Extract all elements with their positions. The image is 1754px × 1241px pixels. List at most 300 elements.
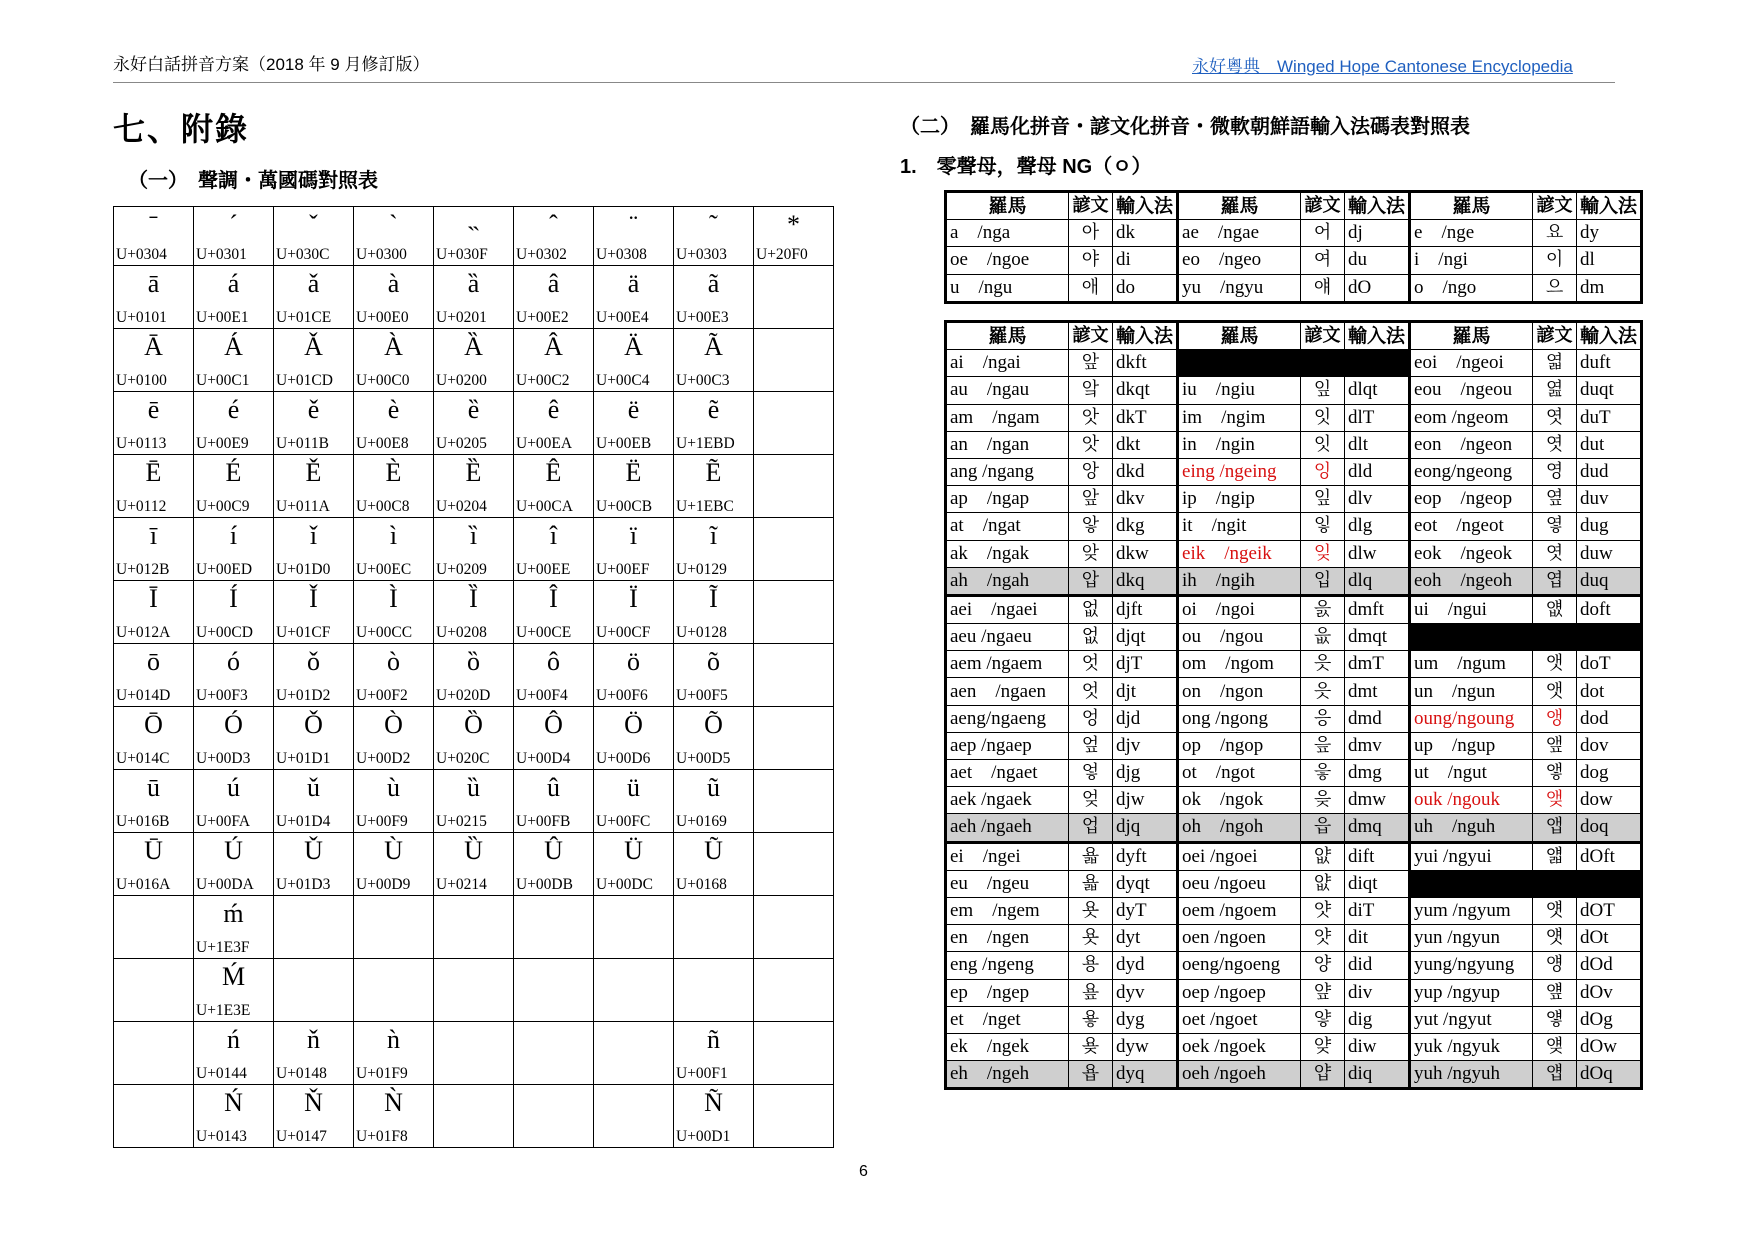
hangul-cell: 으 [1533, 274, 1577, 302]
tone-glyph: ň [307, 1025, 320, 1054]
tone-cell [114, 959, 194, 1022]
unicode-code: U+00D1 [676, 1128, 731, 1145]
section-heading-romanization: （二） 羅馬化拼音・諺文化拼音・微軟朝鮮語輸入法碼表對照表 [900, 116, 1470, 138]
hangul-cell: 욥 [1069, 1061, 1113, 1089]
table-header-row [946, 192, 1642, 220]
unicode-code: U+012A [116, 624, 171, 641]
hangul-cell: 앳 [1533, 651, 1577, 678]
romanization-cell: yui /ngyui [1410, 842, 1533, 870]
unicode-code: U+00E3 [676, 309, 729, 326]
input-code-cell: dot [1577, 678, 1642, 705]
unicode-code: U+0100 [116, 372, 167, 389]
tone-cell [274, 1022, 354, 1085]
input-code-cell: duft [1577, 350, 1642, 377]
tone-glyph: Ǐ [309, 584, 318, 613]
unicode-code: U+0128 [676, 624, 727, 641]
romanization-cell: aek /ngaek [946, 787, 1069, 814]
table-row [946, 1061, 1642, 1089]
hangul-cell: 양 [1301, 952, 1345, 979]
romanization-cell: ut /ngut [1410, 760, 1533, 787]
unicode-code: U+00C8 [356, 498, 410, 515]
unicode-code: U+01CE [276, 309, 332, 326]
tone-cell [514, 581, 594, 644]
tone-glyph: Ī [149, 584, 158, 613]
hangul-cell: 얩 [1533, 1061, 1577, 1089]
tone-cell [754, 329, 834, 392]
hangul-cell: 엏 [1069, 760, 1113, 787]
hangul-cell: 얪 [1533, 595, 1577, 623]
tone-cell [354, 455, 434, 518]
tone-glyph: à [387, 269, 400, 298]
romanization-cell: ip /ngip [1178, 486, 1301, 513]
table-row [946, 651, 1642, 678]
table-row [946, 377, 1642, 404]
romanization-cell: aei /ngaei [946, 595, 1069, 623]
hangul-cell: 읒 [1301, 787, 1345, 814]
hangul-cell: 어 [1301, 220, 1345, 247]
romanization-cell: ui /ngui [1410, 595, 1533, 623]
tone-glyph: ǔ [307, 773, 320, 802]
tone-cell [194, 1085, 274, 1148]
input-code-cell: dOg [1577, 1006, 1642, 1033]
tone-glyph: Í [229, 584, 238, 613]
tone-cell [274, 581, 354, 644]
tone-cell [434, 1085, 514, 1148]
tone-cell [194, 581, 274, 644]
tone-cell [674, 833, 754, 896]
tone-cell [274, 770, 354, 833]
tone-cell [114, 207, 194, 266]
input-code-cell: dOft [1577, 842, 1642, 870]
input-code-cell: dy [1577, 220, 1642, 247]
tone-cell [194, 707, 274, 770]
column-header: 輸入法 [1577, 322, 1642, 350]
hangul-cell: 욮 [1069, 979, 1113, 1006]
romanization-table-simple [944, 190, 1643, 304]
input-code-cell: diw [1345, 1033, 1410, 1060]
blank-cell [1410, 624, 1642, 651]
column-header: 諺文 [1069, 322, 1113, 350]
table-row [946, 247, 1642, 274]
input-code-cell: dkg [1113, 513, 1178, 540]
input-code-cell: djT [1113, 651, 1178, 678]
blank-cell [1178, 350, 1410, 377]
romanization-cell: yuk /ngyuk [1410, 1033, 1533, 1060]
unicode-code: U+0302 [516, 246, 567, 263]
tone-cell [434, 1022, 514, 1085]
tone-unicode-table [113, 206, 834, 1148]
tone-row [114, 959, 834, 1022]
input-code-cell: dkt [1113, 431, 1178, 458]
tone-cell [514, 207, 594, 266]
tone-row [114, 392, 834, 455]
subsection-heading-ng: 1. 零聲母，聲母 NG（ㅇ） [900, 156, 1152, 178]
tone-cell [434, 518, 514, 581]
input-code-cell: duw [1577, 540, 1642, 567]
hangul-cell: 얮 [1533, 1033, 1577, 1060]
tone-glyph: ǎ [307, 269, 320, 298]
romanization-cell: om /ngom [1178, 651, 1301, 678]
unicode-code: U+0308 [596, 246, 647, 263]
tone-cell [274, 1085, 354, 1148]
hangul-cell: 요 [1533, 220, 1577, 247]
unicode-code: U+00CF [596, 624, 651, 641]
unicode-code: U+020D [436, 687, 491, 704]
tone-cell [354, 581, 434, 644]
tone-cell [754, 207, 834, 266]
romanization-cell: aeu /ngaeu [946, 624, 1069, 651]
hangul-cell: 얭 [1533, 952, 1577, 979]
romanization-cell: yum /ngyum [1410, 897, 1533, 924]
romanization-cell: eop /ngeop [1410, 486, 1533, 513]
hangul-cell: 여 [1301, 247, 1345, 274]
tone-cell [674, 207, 754, 266]
tone-cell [274, 455, 354, 518]
romanization-cell: up /ngup [1410, 732, 1533, 759]
tone-glyph: ü [627, 773, 640, 802]
column-header: 諺文 [1533, 322, 1577, 350]
romanization-cell: aet /ngaet [946, 760, 1069, 787]
hangul-cell: 엺 [1533, 377, 1577, 404]
tone-cell [194, 1022, 274, 1085]
tone-cell [194, 959, 274, 1022]
tone-cell [514, 707, 594, 770]
romanization-cell: ei /ngei [946, 842, 1069, 870]
input-code-cell: dut [1577, 431, 1642, 458]
tone-glyph: õ [707, 647, 720, 676]
romanization-cell: eon /ngeon [1410, 431, 1533, 458]
tone-cell [194, 770, 274, 833]
tone-glyph: é [227, 395, 240, 424]
tone-glyph: ī [149, 521, 158, 550]
tone-glyph: Ô [544, 710, 563, 739]
tone-cell [514, 644, 594, 707]
tone-glyph: Õ [704, 710, 723, 739]
tone-cell [594, 959, 674, 1022]
table-row [946, 458, 1642, 485]
header-rule [113, 82, 1615, 83]
romanization-cell: oung/ngoung [1410, 705, 1533, 732]
tone-cell [514, 455, 594, 518]
input-code-cell: dlg [1345, 513, 1410, 540]
tone-glyph: ë [627, 395, 640, 424]
unicode-code: U+016A [116, 876, 171, 893]
tone-cell [514, 833, 594, 896]
tone-glyph: ˊ [229, 210, 238, 239]
romanization-cell: oeng/ngoeng [1178, 952, 1301, 979]
tone-cell [354, 392, 434, 455]
input-code-cell: dyqt [1113, 870, 1178, 897]
input-code-cell: djqt [1113, 624, 1178, 651]
input-code-cell: div [1345, 979, 1410, 1006]
tone-cell [754, 581, 834, 644]
tone-glyph: ˇ [309, 210, 318, 239]
unicode-code: U+0301 [196, 246, 247, 263]
tone-cell [114, 1085, 194, 1148]
unicode-code: U+00FA [196, 813, 251, 830]
input-code-cell: djq [1113, 814, 1178, 842]
unicode-code: U+00ED [196, 561, 253, 578]
unicode-code: U+0214 [436, 876, 487, 893]
hangul-cell: 애 [1069, 274, 1113, 302]
tone-cell [594, 644, 674, 707]
tone-cell [194, 518, 274, 581]
hangul-cell: 얎 [1301, 842, 1345, 870]
input-code-cell: djw [1113, 787, 1178, 814]
tone-cell [514, 266, 594, 329]
input-code-cell: dyft [1113, 842, 1178, 870]
tone-cell [674, 581, 754, 644]
table-row [946, 925, 1642, 952]
tone-cell [114, 896, 194, 959]
hangul-cell: 욟 [1069, 870, 1113, 897]
tone-glyph: Ȅ [465, 458, 482, 487]
unicode-code: U+011B [276, 435, 329, 452]
table-row [946, 404, 1642, 431]
tone-cell [434, 392, 514, 455]
input-code-cell: dj [1345, 220, 1410, 247]
input-code-cell: djd [1113, 705, 1178, 732]
romanization-table-finals [944, 320, 1643, 1090]
tone-cell [754, 1085, 834, 1148]
unicode-code: U+00E2 [516, 309, 569, 326]
column-header: 輸入法 [1577, 192, 1642, 220]
romanization-cell: i /ngi [1410, 247, 1533, 274]
romanization-cell: yup /ngyup [1410, 979, 1533, 1006]
romanization-cell: o /ngo [1410, 274, 1533, 302]
tone-cell [114, 266, 194, 329]
unicode-code: U+00C2 [516, 372, 570, 389]
input-code-cell: dyq [1113, 1061, 1178, 1089]
tone-cell [194, 329, 274, 392]
romanization-cell: ong /ngong [1178, 705, 1301, 732]
unicode-code: U+00CA [516, 498, 573, 515]
appendix-title: 七、附錄 [113, 111, 250, 147]
tone-glyph: è [387, 395, 400, 424]
unicode-code: U+00D9 [356, 876, 411, 893]
hangul-cell: 얫 [1533, 897, 1577, 924]
unicode-code: U+1EBC [676, 498, 734, 515]
hangul-cell: 영 [1533, 458, 1577, 485]
tone-cell [274, 644, 354, 707]
tone-glyph: Ï [629, 584, 638, 613]
unicode-code: U+01D1 [276, 750, 331, 767]
input-code-cell: dug [1577, 513, 1642, 540]
hangul-cell: 얗 [1301, 1006, 1345, 1033]
tone-cell [194, 392, 274, 455]
hangul-cell: 엇 [1069, 651, 1113, 678]
tone-glyph: Ń [224, 1088, 243, 1117]
romanization-cell: yun /ngyun [1410, 925, 1533, 952]
tone-cell [754, 518, 834, 581]
hangul-cell: 얖 [1301, 979, 1345, 1006]
hangul-cell: 잎 [1301, 377, 1345, 404]
hangul-cell: 앙 [1069, 458, 1113, 485]
hangul-cell: 읈 [1301, 595, 1345, 623]
romanization-cell: au /ngau [946, 377, 1069, 404]
tone-cell [114, 329, 194, 392]
romanization-cell: u /ngu [946, 274, 1069, 302]
tone-glyph: Ĩ [709, 584, 718, 613]
hangul-cell: 엇 [1069, 678, 1113, 705]
tone-cell [114, 644, 194, 707]
tone-row [114, 1022, 834, 1085]
tone-cell [274, 707, 354, 770]
romanization-cell: aeng/ngaeng [946, 705, 1069, 732]
tone-cell [594, 266, 674, 329]
unicode-code: U+0143 [196, 1128, 247, 1145]
tone-cell [674, 707, 754, 770]
tone-cell [674, 455, 754, 518]
tone-glyph: Ȕ [464, 836, 483, 865]
romanization-cell: oeu /ngoeu [1178, 870, 1301, 897]
unicode-code: U+0129 [676, 561, 727, 578]
hangul-cell: 얒 [1301, 1033, 1345, 1060]
tone-glyph: Ȍ [464, 710, 483, 739]
tone-glyph: Ǔ [304, 836, 323, 865]
input-code-cell: dlt [1345, 431, 1410, 458]
tone-glyph: Ê [545, 458, 562, 487]
tone-cell [434, 833, 514, 896]
unicode-code: U+0205 [436, 435, 487, 452]
unicode-code: U+0200 [436, 372, 487, 389]
input-code-cell: djv [1113, 732, 1178, 759]
tone-glyph: ï [629, 521, 638, 550]
hangul-cell: 없 [1069, 595, 1113, 623]
tone-cell [354, 1085, 434, 1148]
unicode-code: U+00DB [516, 876, 573, 893]
input-code-cell: duqt [1577, 377, 1642, 404]
header-site-link[interactable]: 永好粵典 Winged Hope Cantonese Encyclopedia [1192, 57, 1573, 76]
input-code-cell: dmg [1345, 760, 1410, 787]
romanization-cell: ih /ngih [1178, 567, 1301, 595]
input-code-cell: dow [1577, 787, 1642, 814]
input-code-cell: dyw [1113, 1033, 1178, 1060]
tone-glyph: û [547, 773, 560, 802]
unicode-code: U+0303 [676, 246, 727, 263]
unicode-code: U+00F1 [676, 1065, 728, 1082]
tone-cell [194, 833, 274, 896]
hangul-cell: 얍 [1301, 1061, 1345, 1089]
table-row [946, 1033, 1642, 1060]
input-code-cell: dmft [1345, 595, 1410, 623]
tone-glyph: ¨ [629, 210, 638, 239]
unicode-code: U+012B [116, 561, 170, 578]
hangul-cell: 앜 [1069, 377, 1113, 404]
input-code-cell: do [1113, 274, 1178, 302]
tone-cell [434, 959, 514, 1022]
unicode-code: U+00CC [356, 624, 413, 641]
input-code-cell: dov [1577, 732, 1642, 759]
input-code-cell: dm [1577, 274, 1642, 302]
tone-cell [514, 770, 594, 833]
hangul-cell: 잏 [1301, 513, 1345, 540]
tone-glyph: ù [387, 773, 400, 802]
header-title: 永好白話拼音方案（2018 年 9 月修訂版） [113, 55, 430, 74]
tone-cell [594, 518, 674, 581]
unicode-code: U+01D2 [276, 687, 331, 704]
table-row [946, 274, 1642, 302]
hangul-cell: 엿 [1533, 431, 1577, 458]
tone-glyph: Î [549, 584, 558, 613]
unicode-code: U+0204 [436, 498, 487, 515]
tone-glyph: ũ [707, 773, 720, 802]
unicode-code: U+011A [276, 498, 330, 515]
hangul-cell: 읏 [1301, 651, 1345, 678]
tone-glyph: ḿ [223, 899, 244, 928]
hangul-cell: 옇 [1533, 513, 1577, 540]
input-code-cell: dmq [1345, 814, 1410, 842]
input-code-cell: dog [1577, 760, 1642, 787]
tone-cell [754, 896, 834, 959]
tone-cell [274, 207, 354, 266]
input-code-cell: doq [1577, 814, 1642, 842]
unicode-code: U+0144 [196, 1065, 247, 1082]
unicode-code: U+030C [276, 246, 330, 263]
romanization-cell: e /nge [1410, 220, 1533, 247]
hangul-cell: 옆 [1533, 486, 1577, 513]
hangul-cell: 얲 [1533, 979, 1577, 1006]
unicode-code: U+00CB [596, 498, 653, 515]
tone-glyph: Ě [305, 458, 322, 487]
unicode-code: U+00C4 [596, 372, 650, 389]
tone-glyph: Ú [224, 836, 243, 865]
input-code-cell: djg [1113, 760, 1178, 787]
input-code-cell: dkd [1113, 458, 1178, 485]
unicode-code: U+0201 [436, 309, 487, 326]
romanization-cell: ek /ngek [946, 1033, 1069, 1060]
tone-glyph: * [787, 210, 800, 239]
tone-glyph: Ñ [704, 1088, 723, 1117]
tone-glyph: Ȁ [464, 332, 483, 361]
tone-cell [514, 1022, 594, 1085]
tone-glyph: ì [389, 521, 398, 550]
unicode-code: U+00C0 [356, 372, 410, 389]
romanization-cell: it /ngit [1178, 513, 1301, 540]
input-code-cell: dkv [1113, 486, 1178, 513]
tone-cell [754, 833, 834, 896]
unicode-code: U+00D5 [676, 750, 731, 767]
tone-cell [754, 707, 834, 770]
input-code-cell: dmt [1345, 678, 1410, 705]
hangul-cell: 압 [1069, 567, 1113, 595]
unicode-code: U+00E4 [596, 309, 649, 326]
romanization-cell: oep /ngoep [1178, 979, 1301, 1006]
hangul-cell: 얎 [1301, 870, 1345, 897]
tone-glyph: ˵ [469, 210, 478, 239]
romanization-cell: oeh /ngoeh [1178, 1061, 1301, 1089]
input-code-cell: di [1113, 247, 1178, 274]
romanization-cell: ou /ngou [1178, 624, 1301, 651]
tone-cell [674, 959, 754, 1022]
input-code-cell: dkft [1113, 350, 1178, 377]
tone-glyph: î [549, 521, 558, 550]
unicode-code: U+00EA [516, 435, 573, 452]
hangul-cell: 앗 [1069, 404, 1113, 431]
tone-glyph: Ò [384, 710, 403, 739]
tone-cell [754, 266, 834, 329]
tone-cell [754, 959, 834, 1022]
input-code-cell: djft [1113, 595, 1178, 623]
tone-cell [434, 207, 514, 266]
input-code-cell: diqt [1345, 870, 1410, 897]
tone-glyph: Û [544, 836, 563, 865]
unicode-code: U+00CD [196, 624, 253, 641]
romanization-cell: aep /ngaep [946, 732, 1069, 759]
unicode-code: U+0215 [436, 813, 487, 830]
unicode-code: U+00EF [596, 561, 650, 578]
tone-cell [594, 392, 674, 455]
